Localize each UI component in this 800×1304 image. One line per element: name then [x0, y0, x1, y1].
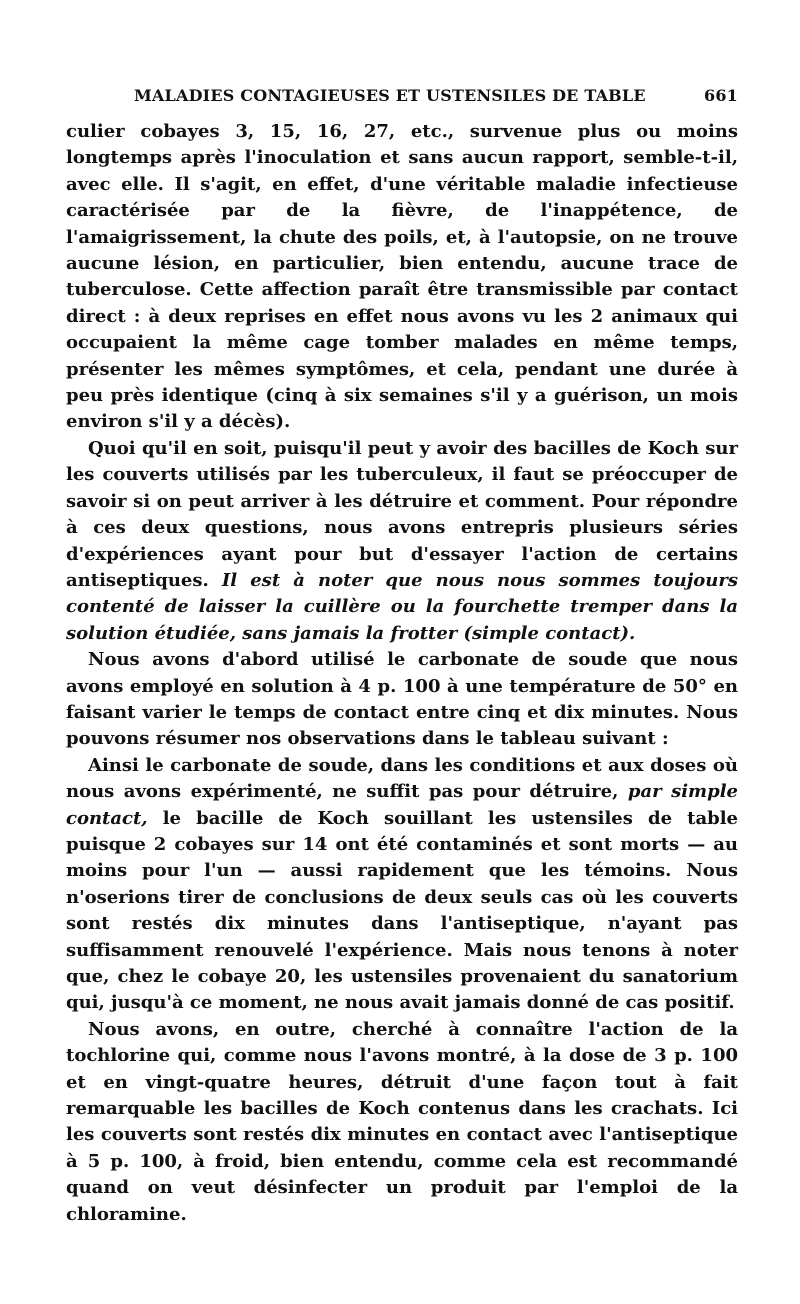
paragraph-1-text: culier cobayes 3, 15, 16, 27, etc., survenue plus ou moins longtemps après l'inoculation et sans aucun rapport, semble-t-il, avec elle. Il s'agit, en effet, d'une véritable maladie infectieuse caractérisée par de la fièvre, de l'inappétence, de l'amaigrissement, la chute des poils, et, à l'autopsie, on ne trouve aucune lésion, en particulier, bien entendu, aucune trace de tuberculose. Cette affection paraît être transmissible par contact direct : à deux reprises en effet nous avons vu les 2 animaux qui occupaient la même cage tomber malades en même temps, présenter les mêmes symptômes, et cela, pendant une durée à peu près identique (cinq à six semaines s'il y a guérison, un mois environ s'il y a décès). — [66, 121, 738, 433]
paragraph-5-text: Nous avons, en outre, cherché à connaître l'action de la tochlorine qui, comme nous l'avons montré, à la dose de 3 p. 100 et en vingt-quatre heures, détruit d'une façon tout à fait remarquable les bacilles de Koch contenus dans les crachats. Ici les couverts sont restés dix minutes en contact avec l'antiseptique à 5 p. 100, à froid, bien entendu, comme cela est recommandé quand on veut désinfecter un produit par l'emploi de la chloramine. — [66, 1018, 738, 1225]
page-number: 661 — [704, 86, 738, 105]
paragraph-2-italic-note: Il est à noter que nous nous sommes toujours contenté de laisser la cuillère ou la fourchette tremper dans la solution étudiée, sans jamais la frotter (simple contact). — [66, 569, 738, 644]
paragraph-2 — [66, 436, 738, 647]
paragraph-4-text-after: le bacille de Koch souillant les ustensiles de table puisque 2 cobayes sur 14 ont été contaminés et sont morts — au moins pour l'un — aussi rapidement que les témoins. Nous n'oserions tirer de conclusions de deux seuls cas où les couverts sont restés dix minutes dans l'antiseptique, n'ayant pas suffisamment renouvelé l'expérience. Mais nous tenons à noter que, chez le cobaye 20, les ustensiles provenaient du sanatorium qui, jusqu'à ce moment, ne nous avait jamais donné de cas positif. — [66, 807, 738, 1014]
paragraph-2-text: Quoi qu'il en soit, puisqu'il peut y avoir des bacilles de Koch sur les couverts utilisés par les tuberculeux, il faut se préoccuper de savoir si on peut arriver à les détruire et comment. Pour répondre à ces deux questions, nous avons entrepris plusieurs séries d'expériences ayant pour but d'essayer l'action de certains antiseptiques. — [66, 437, 738, 591]
running-title: MALADIES CONTAGIEUSES ET USTENSILES DE TABLE — [134, 86, 646, 105]
paragraph-3-text: Nous avons d'abord utilisé le carbonate de soude que nous avons employé en solution à 4 p. 100 à une température de 50° en faisant varier le temps de contact entre cinq et dix minutes. Nous pouvons résumer nos observations dans le tableau suivant : — [66, 649, 738, 750]
body-text — [66, 119, 738, 1228]
paragraph-5 — [66, 1017, 738, 1228]
paragraph-1 — [66, 119, 738, 436]
paragraph-3 — [66, 647, 738, 753]
paragraph-4-text-before: Ainsi le carbonate de soude, dans les conditions et aux doses où nous avons expérimenté, ne suffit pas pour détruire, — [66, 754, 738, 803]
book-page — [66, 86, 738, 1228]
running-head — [66, 86, 738, 105]
paragraph-4 — [66, 753, 738, 1017]
paragraph-4-italic: par simple contact, — [66, 781, 738, 829]
